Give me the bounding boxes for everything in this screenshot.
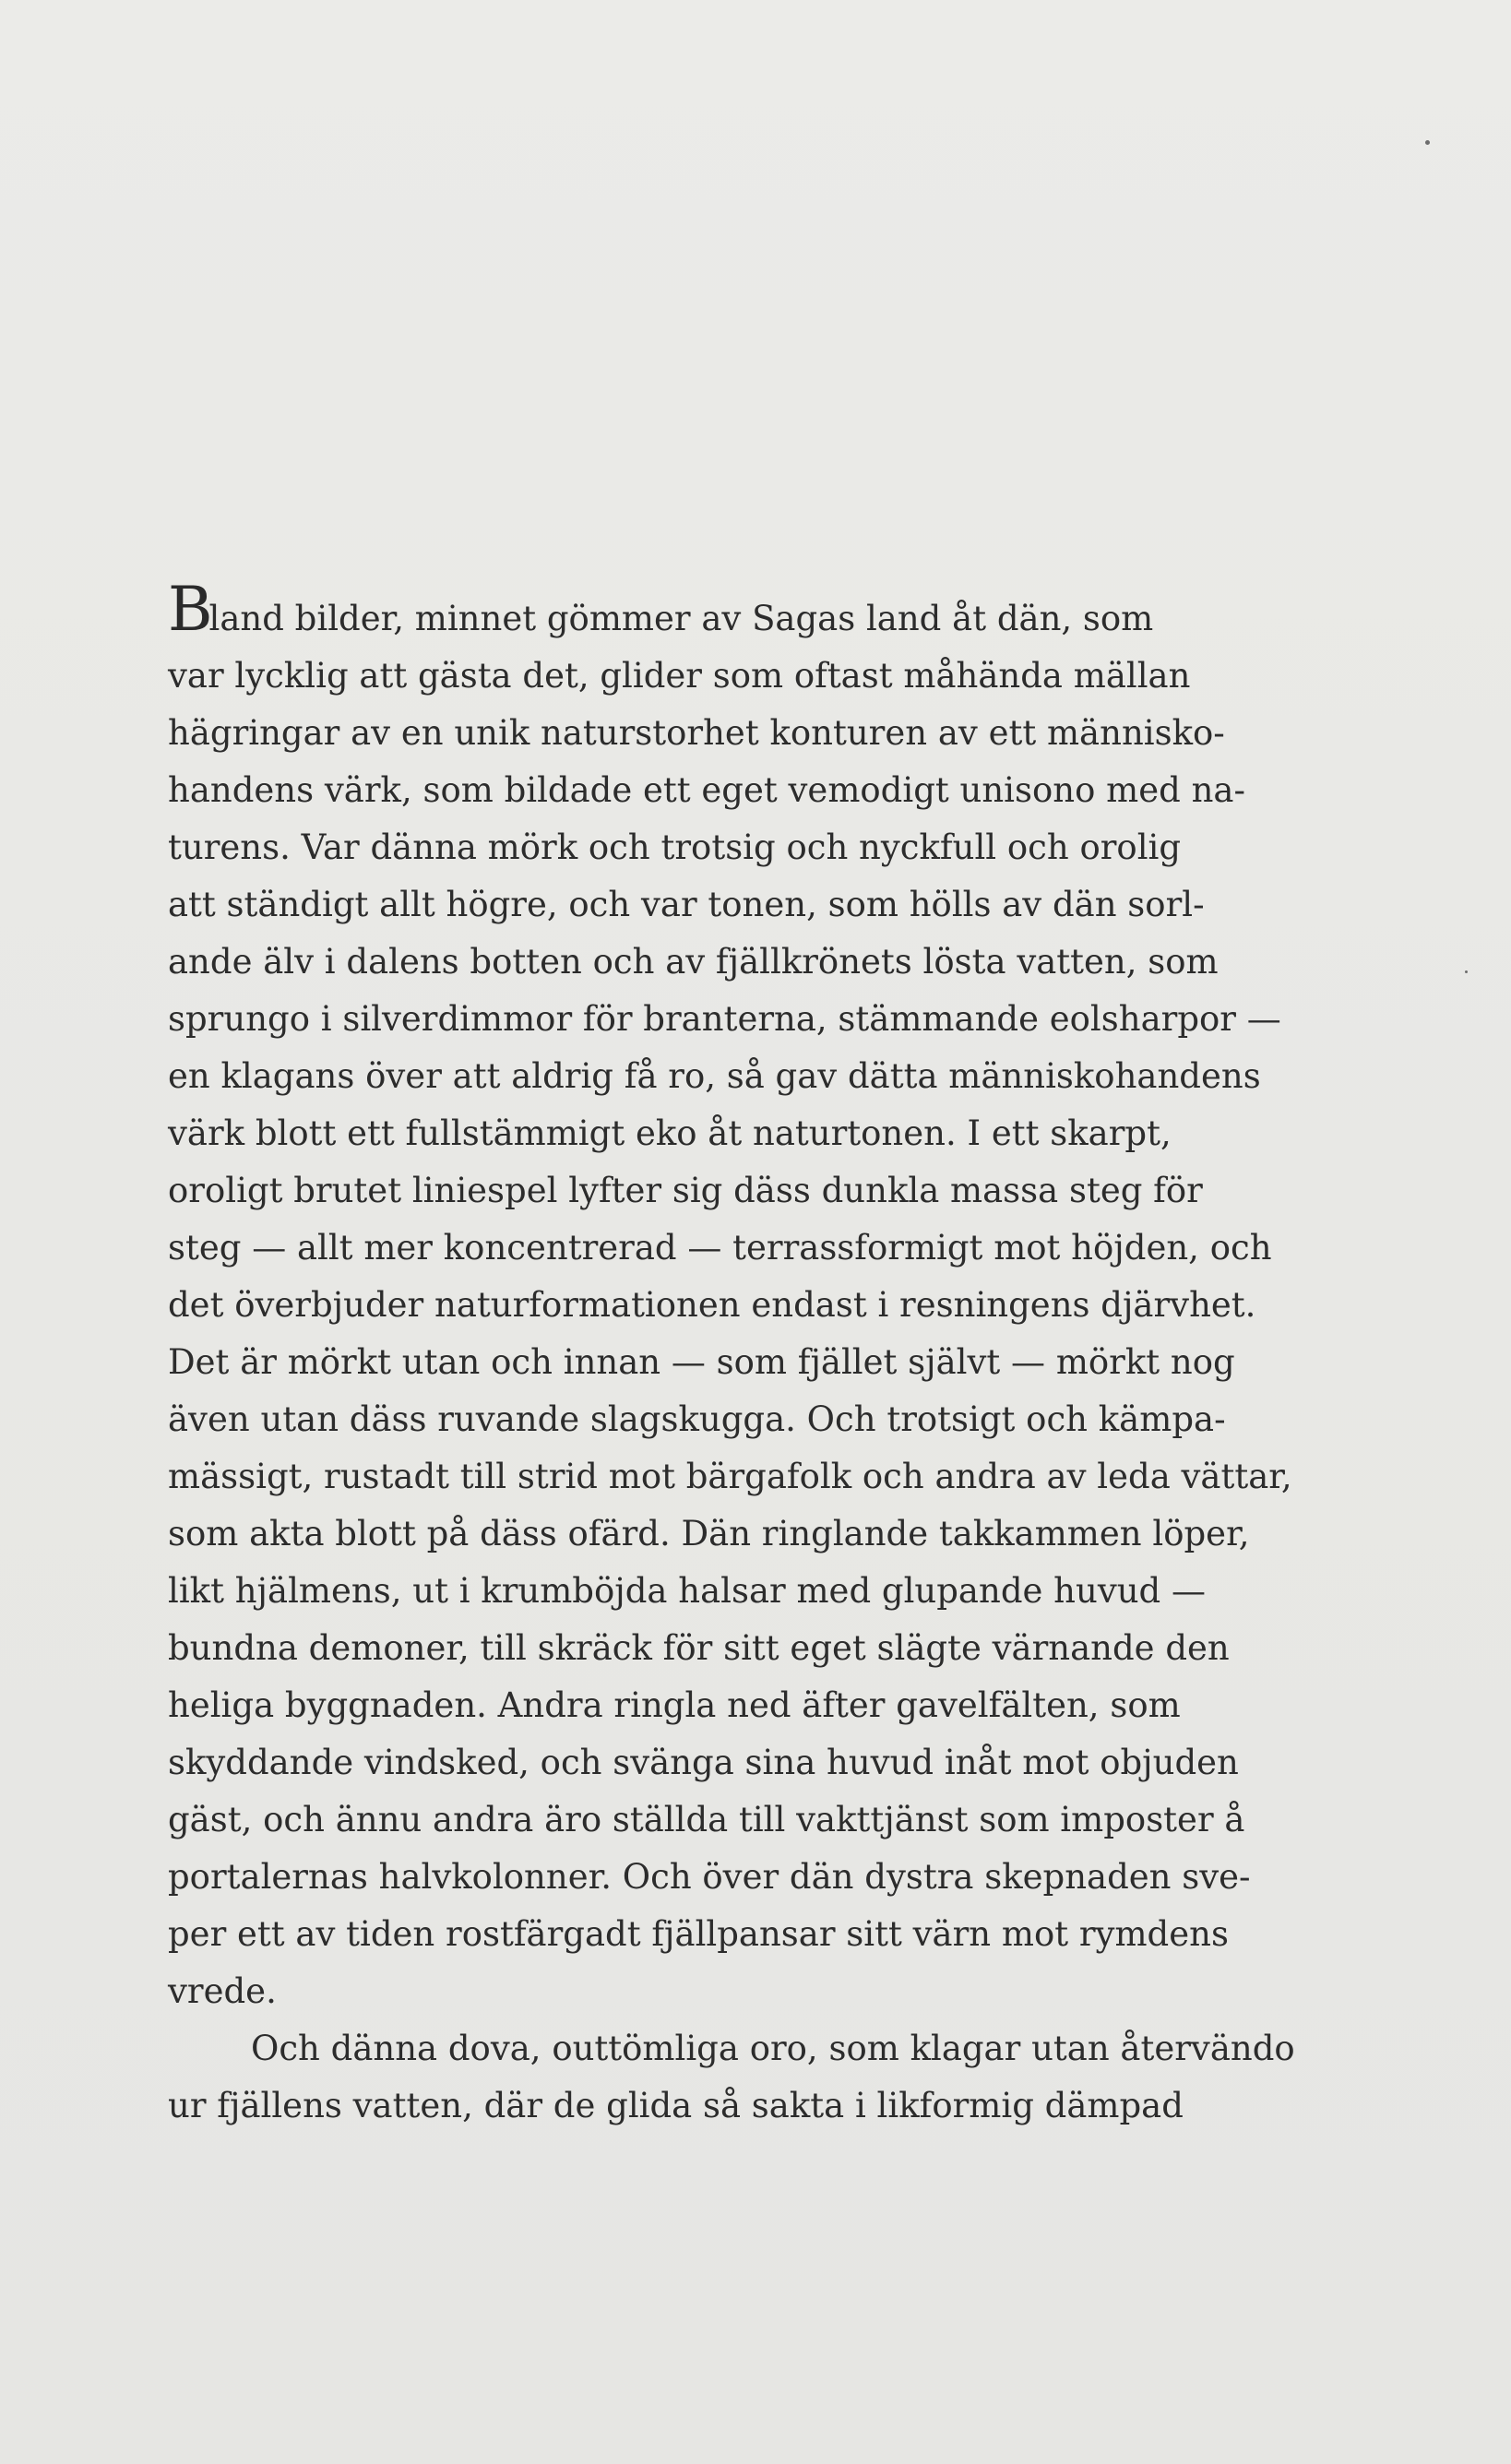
text-line — [168, 574, 1354, 648]
text-line: som akta blott på däss ofärd. Dän ringlande takkammen löper, — [168, 1514, 1250, 1553]
text-line: Det är mörkt utan och innan — som fjället självt — mörkt nog — [168, 1342, 1235, 1382]
body-text — [168, 574, 1354, 2135]
text-line: en klagans över att aldrig få ro, så gav dätta människohandens — [168, 1056, 1261, 1096]
text-line: hägringar av en unik naturstorhet konturen av ett människo- — [168, 713, 1225, 753]
text-line: bundna demoner, till skräck för sitt eget slägte värnande den — [168, 1628, 1230, 1668]
text-line: ur fjällens vatten, där de glida så sakta i likformig dämpad — [168, 2086, 1184, 2125]
text-line: turens. Var dänna mörk och trotsig och nyckfull och orolig — [168, 827, 1182, 867]
text-line: att ständigt allt högre, och var tonen, som hölls av dän sorl- — [168, 885, 1205, 924]
text-line: det överbjuder naturformationen endast i resningens djärvhet. — [168, 1285, 1256, 1325]
paragraph-end-line: vrede. — [168, 1971, 277, 2011]
text-line: steg — allt mer koncentrerad — terrassformigt mot höjden, och — [168, 1228, 1272, 1268]
drop-cap: B — [168, 574, 209, 645]
paragraph-start-line: Och dänna dova, outtömliga oro, som klagar utan återvändo — [251, 2029, 1295, 2068]
paper-speck — [1465, 970, 1468, 973]
text-line: sprungo i silverdimmor för branterna, stämmande eolsharpor — — [168, 999, 1281, 1039]
text-line: portalernas halvkolonner. Och över dän dystra skepnaden sve- — [168, 1857, 1251, 1897]
text-line: ande älv i dalens botten och av fjällkrönets lösta vatten, som — [168, 942, 1219, 982]
paper-speck — [1425, 140, 1430, 145]
text-line: per ett av tiden rostfärgadt fjällpansar sitt värn mot rymdens — [168, 1914, 1229, 1954]
text-line: skyddande vindsked, och svänga sina huvud inåt mot objuden — [168, 1743, 1239, 1782]
text-line: oroligt brutet liniespel lyfter sig däss dunkla massa steg för — [168, 1171, 1203, 1210]
text-line: handens värk, som bildade ett eget vemodigt unisono med na- — [168, 770, 1245, 810]
text-line: var lycklig att gästa det, glider som oftast måhända mällan — [168, 656, 1191, 696]
text-line: även utan däss ruvande slagskugga. Och trotsigt och kämpa- — [168, 1399, 1226, 1439]
text-line: gäst, och ännu andra äro ställda till vakttjänst som imposter å — [168, 1800, 1245, 1839]
text-line: värk blott ett fullstämmigt eko åt naturtonen. I ett skarpt, — [168, 1113, 1172, 1153]
text-line: heliga byggnaden. Andra ringla ned äfter gavelfälten, som — [168, 1685, 1181, 1725]
text-line: likt hjälmens, ut i krumböjda halsar med glupande huvud — — [168, 1571, 1206, 1611]
first-line-text: land bilder, minnet gömmer av Sagas land åt dän, som — [208, 599, 1154, 638]
text-line: mässigt, rustadt till strid mot bärgafolk och andra av leda vättar, — [168, 1457, 1292, 1496]
